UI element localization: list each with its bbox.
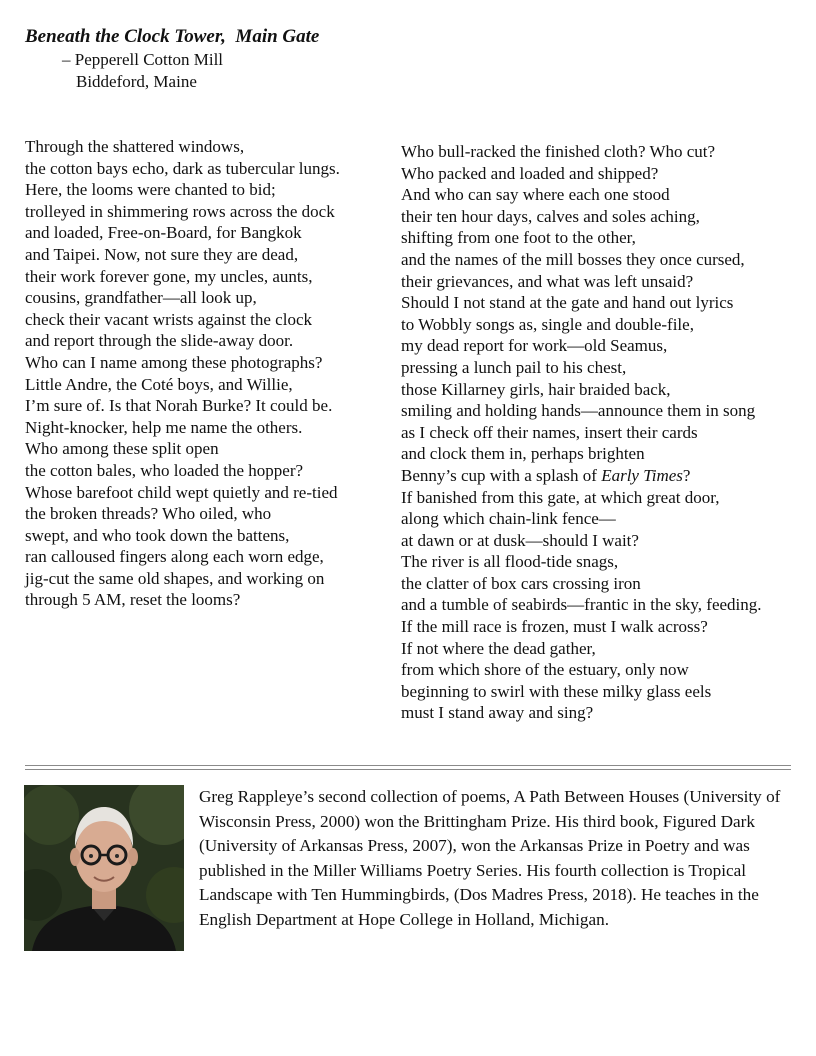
poem-line: their work forever gone, my uncles, aunts, [25,266,313,286]
poem-line: as I check off their names, insert their cards [401,422,698,442]
poem-line: And who can say where each one stood [401,185,670,205]
poem-line: those Killarney girls, hair braided back, [401,379,671,399]
poem-line: Night-knocker, help me name the others. [25,417,303,437]
poem-line: Should I not stand at the gate and hand out lyrics [401,293,734,313]
section-divider [25,765,791,770]
poem-line: If the mill race is frozen, must I walk across? [401,617,708,637]
poem-line: swept, and who took down the battens, [25,525,290,545]
poem-line: trolleyed in shimmering rows across the dock [25,201,335,221]
poem-line: the cotton bales, who loaded the hopper? [25,460,304,480]
poem-line: the clatter of box cars crossing iron [401,573,641,593]
poem-line: the cotton bays echo, dark as tubercular lungs. [25,158,340,178]
poem-line: Whose barefoot child wept quietly and re-tied [25,482,338,502]
poem-line: Who among these split open [25,439,219,459]
poem-line: Here, the looms were chanted to bid; [25,180,276,200]
poem-title: Beneath the Clock Tower, Main Gate [25,26,320,47]
poem-line: at dawn or at dusk—should I wait? [401,530,639,550]
dedication-mill: – Pepperell Cotton Mill [62,50,224,69]
poem-line: and clock them in, perhaps brighten [401,444,645,464]
poem-line: pressing a lunch pail to his chest, [401,357,627,377]
poem-line: my dead report for work—old Seamus, [401,336,668,356]
poem-line: and loaded, Free-on-Board, for Bangkok [25,223,302,243]
poem-line: check their vacant wrists against the clock [25,309,312,329]
poem-line: through 5 AM, reset the looms? [25,590,241,610]
poem-line: Benny’s cup with a splash of Early Times? [401,465,691,485]
poem-line: and Taipei. Now, not sure they are dead, [25,244,299,264]
dedication-place: Biddeford, Maine [76,72,197,91]
poem-line: smiling and holding hands—announce them in song [401,401,756,421]
poem-line: the broken threads? Who oiled, who [25,504,272,524]
poem-line: to Wobbly songs as, single and double-file, [401,314,694,334]
poem-line: and the names of the mill bosses they once cursed, [401,249,745,269]
poem-line: If not where the dead gather, [401,638,596,658]
poem-line: along which chain-link fence— [401,509,616,529]
poem-line: Who bull-racked the finished cloth? Who cut? [401,142,716,161]
poem-line: Through the shattered windows, [25,137,245,156]
whiskey-brand: Early Times [601,465,683,485]
poem-line: I’m sure of. Is that Norah Burke? It could be. [25,396,333,416]
poem-line: Little Andre, the Coté boys, and Willie, [25,374,293,394]
poem-line: jig-cut the same old shapes, and working on [25,568,325,588]
author-bio: Greg Rappleye’s second collection of poems, A Path Between Houses (University of Wisconsin Press, 2000) won the Brittingham Prize. His third book, Figured Dark (University of Arkansas Press, 2007), won the Arkansas Prize in Poetry and was published in the Miller Williams Poetry Series. His fourth collection is Tropical Landscape with Ten Hummingbirds, (Dos Madres Press, 2018). He teaches in the English Department at Hope College in Holland, Michigan. [199,787,781,929]
poem-right-column [401,141,762,724]
poem-line: must I stand away and sing? [401,703,594,723]
poem-line: The river is all flood-tide snags, [401,552,619,572]
poem-line: and a tumble of seabirds—frantic in the sky, feeding. [401,595,762,615]
poem-line: Who can I name among these photographs? [25,352,323,372]
poem-left-column [25,136,340,611]
poem-line: cousins, grandfather—all look up, [25,288,257,308]
author-photo [24,785,184,951]
poem-line: their grievances, and what was left unsaid? [401,271,694,291]
poem-line: their ten hour days, calves and soles aching, [401,206,700,226]
poem-line: from which shore of the estuary, only now [401,660,689,680]
poem-line: shifting from one foot to the other, [401,228,636,248]
poem-line: ran calloused fingers along each worn edge, [25,547,324,567]
poem-line: and report through the slide-away door. [25,331,294,351]
poem-line: Who packed and loaded and shipped? [401,163,659,183]
poem-line: beginning to swirl with these milky glass eels [401,681,712,701]
poem-line: If banished from this gate, at which great door, [401,487,720,507]
